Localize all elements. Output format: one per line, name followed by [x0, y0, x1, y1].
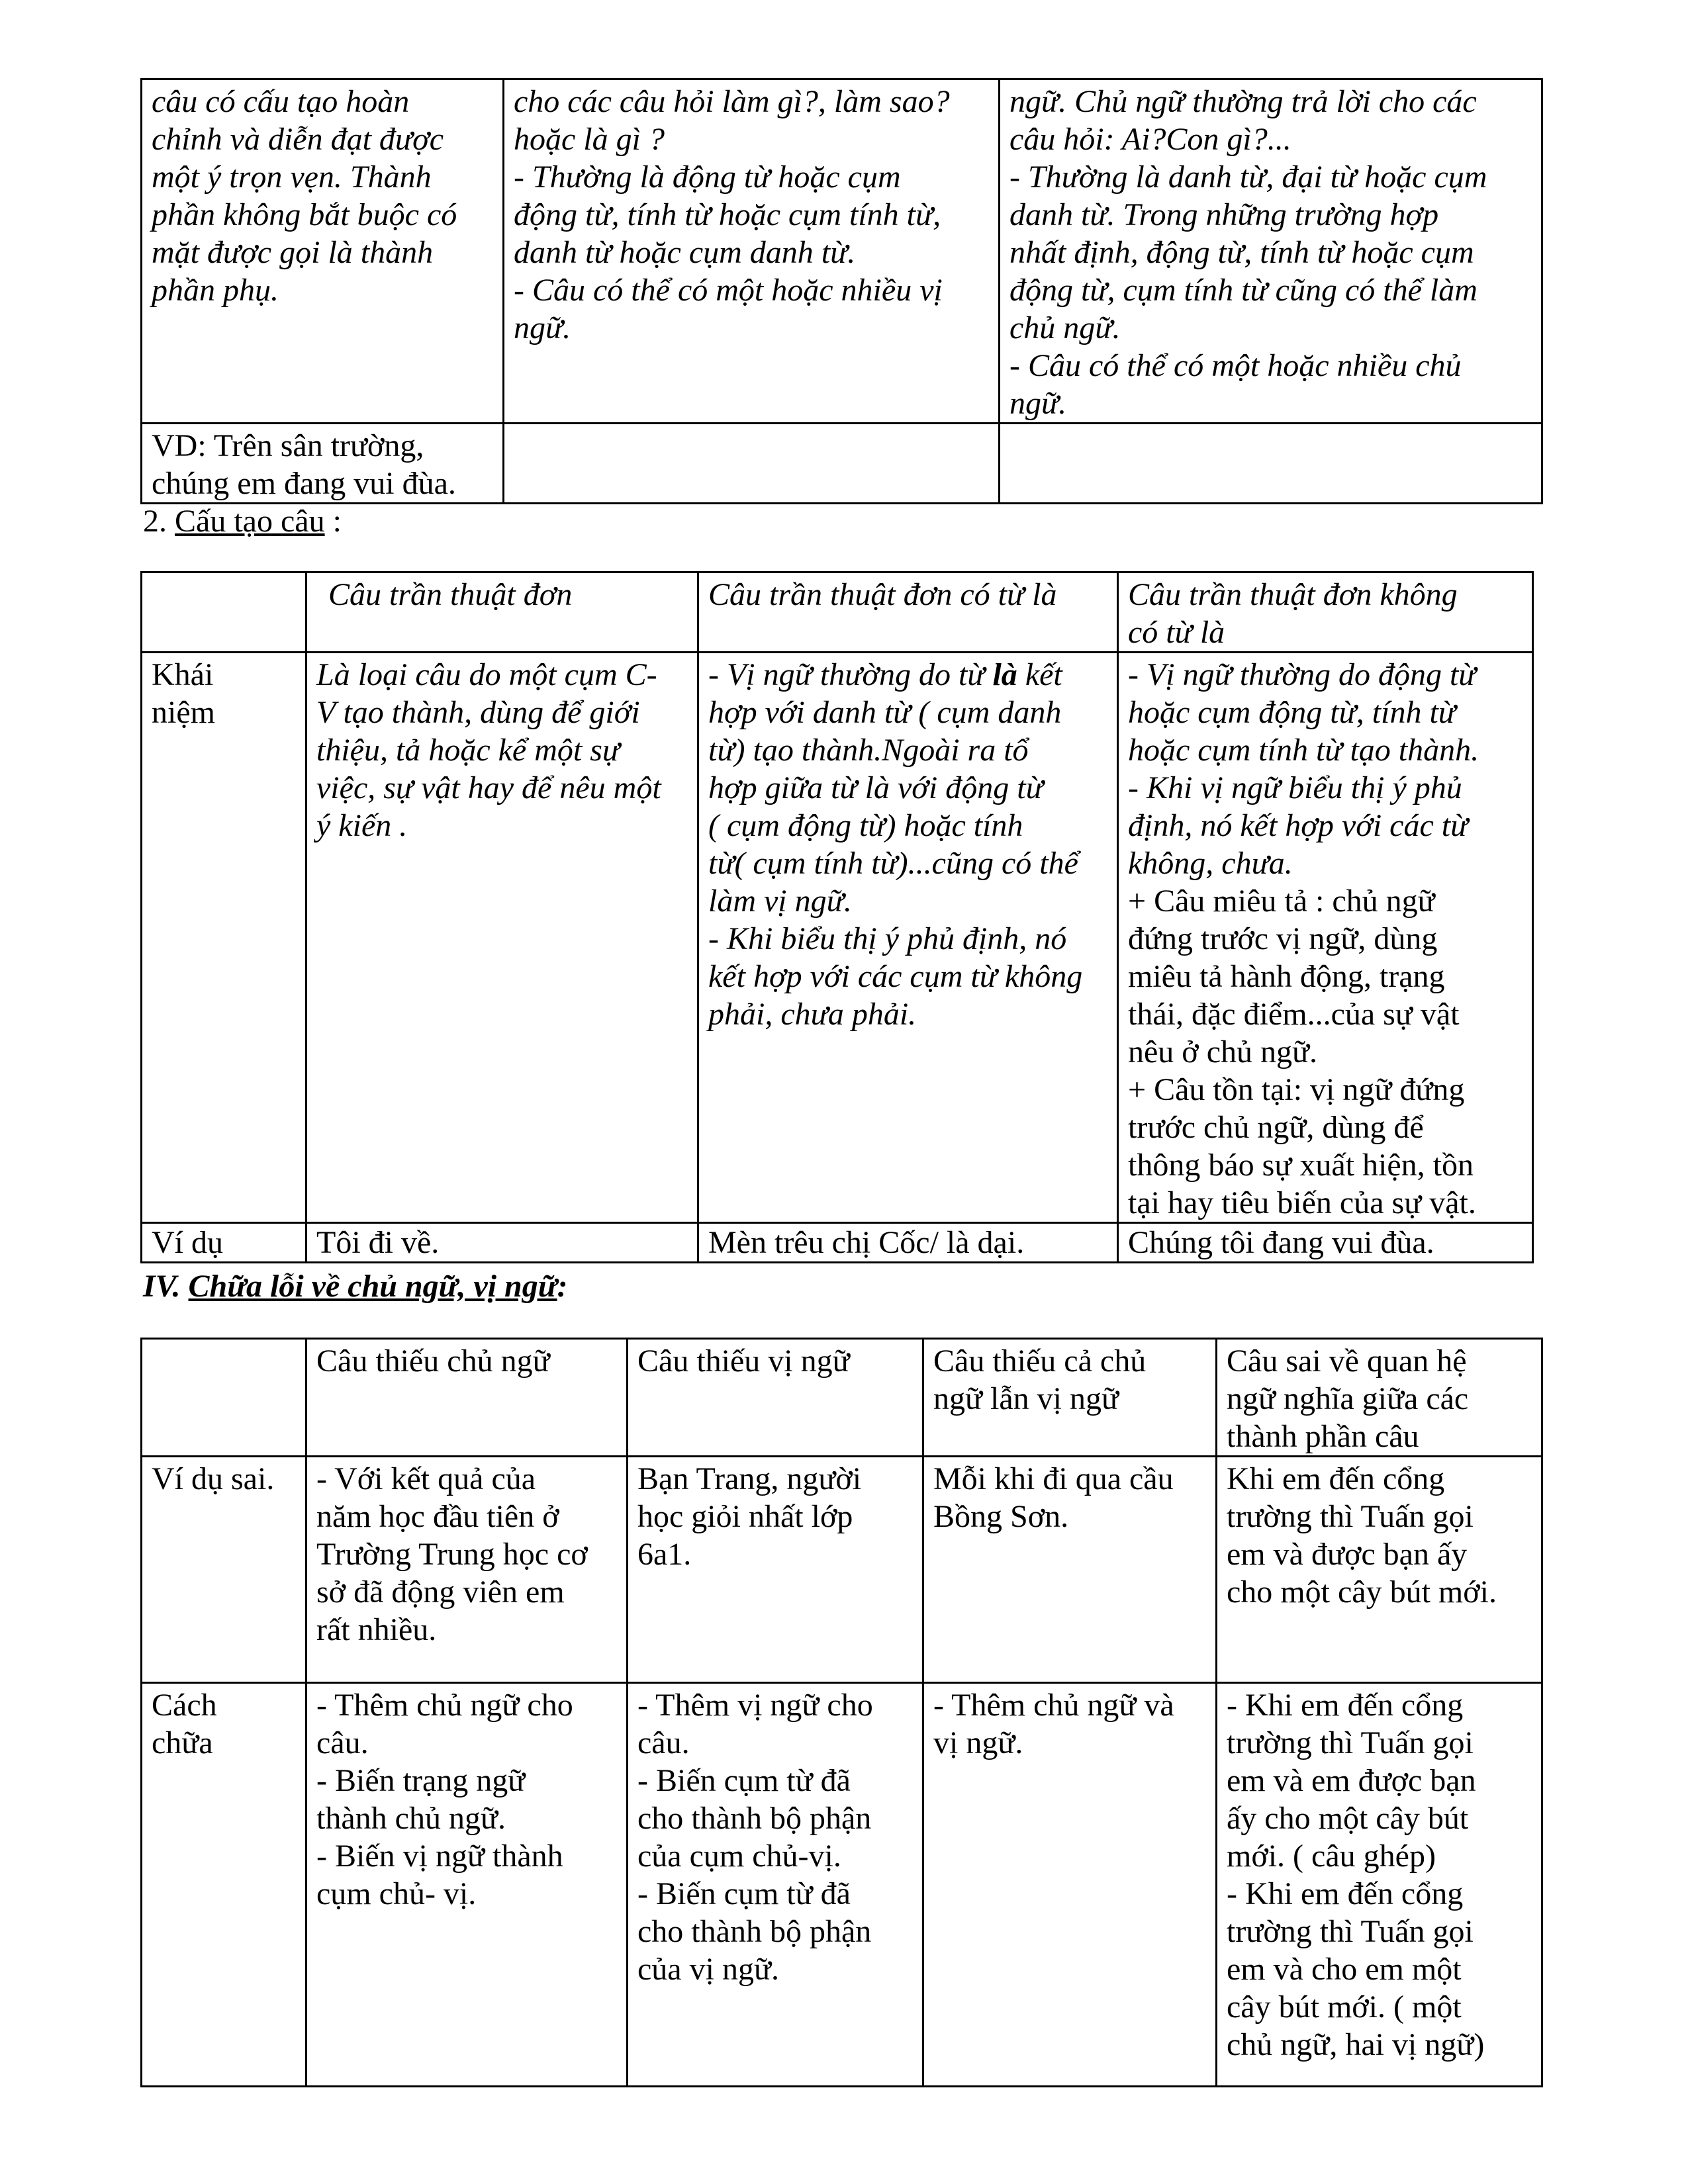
text-line: động từ, tính từ hoặc cụm tính từ,: [514, 197, 941, 232]
text-line: Bạn Trang, người: [637, 1461, 862, 1496]
table-header-cell: [923, 1339, 1217, 1457]
text-line: - Thêm vị ngữ cho: [637, 1688, 873, 1723]
text-line: mặt được gọi là thành: [152, 235, 434, 270]
table-cell: [1000, 79, 1542, 424]
text-line: thành chủ ngữ.: [316, 1801, 506, 1836]
table-row: [142, 653, 1533, 1223]
text-line: kết hợp với các cụm từ không: [708, 959, 1083, 994]
text-line: cho thành bộ phận: [637, 1914, 872, 1949]
text-line: - Vị ngữ thường do từ là kết: [708, 657, 1062, 692]
text-line: - Thêm chủ ngữ và: [933, 1688, 1174, 1723]
text-line: ( cụm động từ) hoặc tính: [708, 808, 1023, 843]
text-line: của vị ngữ.: [637, 1952, 779, 1987]
table-cell: [504, 424, 1000, 504]
section-title: Chữa lỗi về chủ ngữ, vị ngữ: [188, 1269, 557, 1304]
section-heading-structure: [143, 502, 342, 540]
text-line: niệm: [152, 695, 215, 730]
text-line: thành phần câu: [1227, 1419, 1419, 1454]
text-line: - Khi vị ngữ biểu thị ý phủ: [1128, 770, 1462, 805]
text-line: VD: Trên sân trường,: [152, 428, 424, 463]
table-cell: [306, 653, 698, 1223]
table-cell: Mèn trêu chị Cốc/ là dại.: [698, 1223, 1118, 1263]
table-cell: [1217, 1683, 1542, 2087]
text-line: cây bút mới. ( một: [1227, 1989, 1462, 2025]
text-line: phần phụ.: [152, 273, 279, 308]
text-line: Câu thiếu vị ngữ: [637, 1343, 850, 1379]
text-line: mới. ( câu ghép): [1227, 1839, 1436, 1874]
table-header-row: [142, 572, 1533, 653]
text-line: nêu ở chủ ngữ.: [1128, 1034, 1318, 1069]
text-line: hoặc cụm động từ, tính từ: [1128, 695, 1456, 730]
text-line: vị ngữ.: [933, 1725, 1023, 1760]
text-line: làm vị ngữ.: [708, 884, 852, 919]
text-line: sở đã động viên em: [316, 1574, 565, 1610]
text-line: Câu trần thuật đơn: [328, 577, 573, 612]
table-header-cell: [1217, 1339, 1542, 1457]
text-line: cụm chủ- vị.: [316, 1876, 477, 1911]
text-line: của cụm chủ-vị.: [637, 1839, 841, 1874]
text-line: Câu sai về quan hệ: [1227, 1343, 1467, 1379]
table-cell: [1217, 1457, 1542, 1683]
text-line: em và cho em một: [1227, 1952, 1462, 1987]
text-line: - Biến cụm từ đã: [637, 1763, 851, 1798]
text-line: - Câu có thể có một hoặc nhiều chủ: [1009, 348, 1462, 383]
text-line: chủ ngữ.: [1009, 310, 1121, 345]
text-line: - Biến trạng ngữ: [316, 1763, 526, 1798]
text-line: định, nó kết hợp với các từ: [1128, 808, 1468, 843]
table-row: [142, 1223, 1533, 1263]
table-row-label: [142, 1683, 306, 2087]
text-line: - Với kết quả của: [316, 1461, 536, 1496]
table-header-row: [142, 1339, 1542, 1457]
table-cell: [306, 1683, 628, 2087]
table-header-cell: [628, 1339, 923, 1457]
text-line: + Câu tồn tại: vị ngữ đứng: [1128, 1072, 1465, 1107]
sentence-components-table: [140, 78, 1543, 504]
text-line: danh từ. Trong những trường hợp: [1009, 197, 1439, 232]
text-line: [152, 1342, 296, 1380]
text-line: một ý trọn vẹn. Thành: [152, 159, 432, 195]
table-cell: [923, 1683, 1217, 2087]
text-line: có từ là: [1128, 615, 1225, 650]
text-line: em và được bạn ấy: [1227, 1537, 1468, 1572]
text-line: Trường Trung học cơ: [316, 1537, 588, 1572]
text-line: rất nhiều.: [316, 1612, 437, 1647]
text-line: hoặc là gì ?: [514, 122, 665, 157]
text-line: Là loại câu do một cụm C-: [316, 657, 657, 692]
text-line: trường thì Tuấn gọi: [1227, 1914, 1474, 1949]
text-line: - Biến vị ngữ thành: [316, 1839, 563, 1874]
table-cell: [1118, 653, 1533, 1223]
table-header-cell: [306, 1339, 628, 1457]
text-line: trường thì Tuấn gọi: [1227, 1725, 1474, 1760]
table-cell: [628, 1457, 923, 1683]
text-line: ấy cho một cây bút: [1227, 1801, 1469, 1836]
table-row-label: [142, 1457, 306, 1683]
error-correction-table: [140, 1338, 1543, 2087]
text-line: câu hỏi: Ai?Con gì?...: [1009, 122, 1291, 157]
text-line: câu.: [316, 1725, 369, 1760]
text-line: Câu trần thuật đơn không: [1128, 577, 1458, 612]
section-suffix: :: [557, 1269, 568, 1304]
table-cell: [142, 79, 504, 424]
text-line: trường thì Tuấn gọi: [1227, 1499, 1474, 1534]
text-line: [152, 576, 296, 614]
table-row: [142, 79, 1542, 424]
table-cell: [142, 424, 504, 504]
text-line: ngữ.: [1009, 386, 1067, 421]
text-line: - Biến cụm từ đã: [637, 1876, 851, 1911]
text-line: cho một cây bút mới.: [1227, 1574, 1497, 1610]
text-line: ngữ nghĩa giữa các: [1227, 1381, 1469, 1416]
table-row: [142, 424, 1542, 504]
text-line: chủ ngữ, hai vị ngữ): [1227, 2027, 1485, 2062]
section-number: IV.: [143, 1269, 189, 1304]
bold-word: là: [992, 657, 1017, 692]
text-line: thông báo sự xuất hiện, tồn: [1128, 1148, 1474, 1183]
table-header-cell: [1118, 572, 1533, 653]
table-header-cell: [142, 1339, 306, 1457]
sentence-structure-table: [140, 571, 1534, 1263]
text-line: - Thêm chủ ngữ cho: [316, 1688, 573, 1723]
text-line: chữa: [152, 1725, 213, 1760]
text-line: học giỏi nhất lớp: [637, 1499, 853, 1534]
section-title: Cấu tạo câu: [175, 504, 325, 539]
text-line: Mỗi khi đi qua cầu: [933, 1461, 1174, 1496]
text-line: 6a1.: [637, 1537, 692, 1572]
text-line: không, chưa.: [1128, 846, 1293, 881]
text-line: ý kiến .: [316, 808, 408, 843]
text-line: thiệu, tả hoặc kể một sự: [316, 733, 620, 768]
table-cell: [923, 1457, 1217, 1683]
text-line: Bồng Sơn.: [933, 1499, 1069, 1534]
section-suffix: :: [324, 504, 342, 539]
text-line: ngữ lẫn vị ngữ: [933, 1381, 1119, 1416]
text-line: - Vị ngữ thường do động từ: [1128, 657, 1476, 692]
text-line: câu.: [637, 1725, 690, 1760]
text-line: Cách: [152, 1688, 217, 1723]
text-line: - Khi em đến cổng: [1227, 1688, 1464, 1723]
text-line: Câu thiếu cả chủ: [933, 1343, 1147, 1379]
text-line: danh từ hoặc cụm danh từ.: [514, 235, 856, 270]
text-line: chúng em đang vui đùa.: [152, 466, 456, 501]
text-line: nhất định, động từ, tính từ hoặc cụm: [1009, 235, 1474, 270]
text-line: hoặc cụm tính từ tạo thành.: [1128, 733, 1479, 768]
text-line: hợp giữa từ là với động từ: [708, 770, 1043, 805]
text-line: miêu tả hành động, trạng: [1128, 959, 1445, 994]
text-line: + Câu miêu tả : chủ ngữ: [1128, 884, 1435, 919]
text-line: em và em được bạn: [1227, 1763, 1476, 1798]
text-line: ngữ.: [514, 310, 571, 345]
table-cell: Chúng tôi đang vui đùa.: [1118, 1223, 1533, 1263]
table-row: [142, 1683, 1542, 2087]
table-header-cell: [142, 572, 306, 653]
table-cell: Tôi đi về.: [306, 1223, 698, 1263]
text-line: - Khi em đến cổng: [1227, 1876, 1464, 1911]
table-row-label: [142, 653, 306, 1223]
text-line: tại hay tiêu biến của sự vật.: [1128, 1185, 1476, 1220]
text-line: Câu trần thuật đơn có từ là: [708, 577, 1057, 612]
text-line: cho các câu hỏi làm gì?, làm sao?: [514, 84, 950, 119]
text-line: ngữ. Chủ ngữ thường trả lời cho các: [1009, 84, 1477, 119]
text-line: V tạo thành, dùng để giới: [316, 695, 640, 730]
table-header-cell: [306, 572, 698, 653]
text-line: động từ, cụm tính từ cũng có thể làm: [1009, 273, 1477, 308]
text-line: - Thường là động từ hoặc cụm: [514, 159, 901, 195]
text-line: Ví dụ sai.: [152, 1461, 275, 1496]
text-line: đứng trước vị ngữ, dùng: [1128, 921, 1438, 956]
text-line: - Thường là danh từ, đại từ hoặc cụm: [1009, 159, 1487, 195]
text-line: năm học đầu tiên ở: [316, 1499, 559, 1534]
text-line: Câu thiếu chủ ngữ: [316, 1343, 550, 1379]
table-row-label: Ví dụ: [142, 1223, 306, 1263]
table-cell: [306, 1457, 628, 1683]
text-line: - Khi biểu thị ý phủ định, nó: [708, 921, 1067, 956]
text-line: Khái: [152, 657, 214, 692]
text-line: hợp với danh từ ( cụm danh: [708, 695, 1062, 730]
text-line: Khi em đến cổng: [1227, 1461, 1445, 1496]
text-line: chỉnh và diễn đạt được: [152, 122, 444, 157]
text-line: từ( cụm tính từ)...cũng có thể: [708, 846, 1078, 881]
table-cell: [504, 79, 1000, 424]
text-line: - Câu có thể có một hoặc nhiều vị: [514, 273, 943, 308]
text-line: trước chủ ngữ, dùng để: [1128, 1110, 1424, 1145]
table-cell: [628, 1683, 923, 2087]
text-line: câu có cấu tạo hoàn: [152, 84, 410, 119]
text-line: cho thành bộ phận: [637, 1801, 872, 1836]
table-header-cell: [698, 572, 1118, 653]
text-line: phải, chưa phải.: [708, 997, 917, 1032]
table-row: [142, 1457, 1542, 1683]
table-cell: [698, 653, 1118, 1223]
text-line: từ) tạo thành.Ngoài ra tổ: [708, 733, 1029, 768]
section-number: 2.: [143, 504, 175, 539]
text-line: phần không bắt buộc có: [152, 197, 457, 232]
text-line: việc, sự vật hay để nêu một: [316, 770, 661, 805]
text-line: thái, đặc điểm...của sự vật: [1128, 997, 1460, 1032]
table-cell: [1000, 424, 1542, 504]
section-heading-errors: [143, 1267, 568, 1305]
